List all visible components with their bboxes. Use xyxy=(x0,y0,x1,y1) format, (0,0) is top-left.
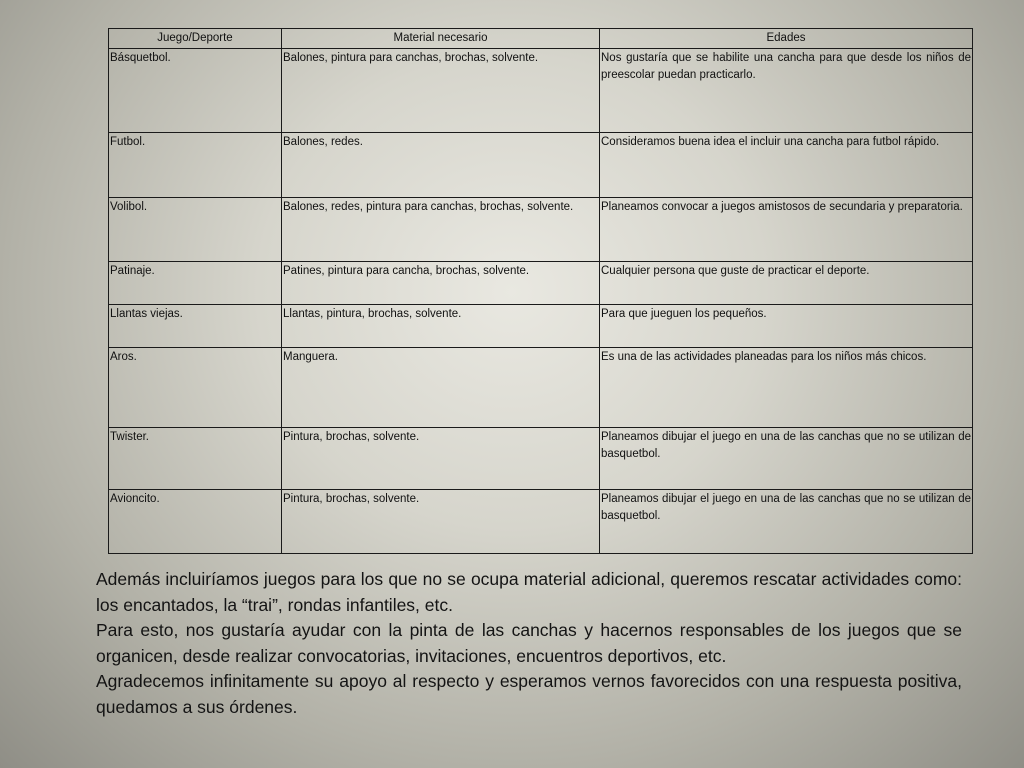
header-material: Material necesario xyxy=(282,29,600,49)
paragraph-additional-games: Además incluiríamos juegos para los que no se ocupa material adicional, queremos rescatar actividades como: los encantados, la “trai”, rondas infantiles, etc. xyxy=(96,569,962,615)
table-row xyxy=(109,133,973,198)
cell-edades: Planeamos dibujar el juego en una de las canchas que no se utilizan de basquetbol. xyxy=(600,490,973,554)
cell-edades: Planeamos convocar a juegos amistosos de secundaria y preparatoria. xyxy=(600,198,973,262)
cell-juego: Futbol. xyxy=(109,133,282,198)
table-row xyxy=(109,348,973,428)
table-row xyxy=(109,262,973,305)
table-row xyxy=(109,198,973,262)
header-juego: Juego/Deporte xyxy=(109,29,282,49)
cell-edades: Es una de las actividades planeadas para los niños más chicos. xyxy=(600,348,973,428)
cell-edades: Nos gustaría que se habilite una cancha para que desde los niños de preescolar puedan practicarlo. xyxy=(600,49,973,133)
paragraph-thanks: Agradecemos infinitamente su apoyo al respecto y esperamos vernos favorecidos con una respuesta positiva, quedamos a sus órdenes. xyxy=(96,671,962,717)
cell-material: Balones, pintura para canchas, brochas, solvente. xyxy=(282,49,600,133)
cell-juego: Aros. xyxy=(109,348,282,428)
cell-material: Balones, redes. xyxy=(282,133,600,198)
cell-material: Llantas, pintura, brochas, solvente. xyxy=(282,305,600,348)
cell-juego: Básquetbol. xyxy=(109,49,282,133)
cell-juego: Twister. xyxy=(109,428,282,490)
cell-edades: Para que jueguen los pequeños. xyxy=(600,305,973,348)
cell-material: Manguera. xyxy=(282,348,600,428)
table-row xyxy=(109,305,973,348)
table-row xyxy=(109,428,973,490)
activities-table xyxy=(108,28,973,554)
table-row xyxy=(109,490,973,554)
header-edades: Edades xyxy=(600,29,973,49)
cell-juego: Llantas viejas. xyxy=(109,305,282,348)
cell-material: Pintura, brochas, solvente. xyxy=(282,428,600,490)
cell-material: Patines, pintura para cancha, brochas, solvente. xyxy=(282,262,600,305)
cell-material: Pintura, brochas, solvente. xyxy=(282,490,600,554)
cell-juego: Patinaje. xyxy=(109,262,282,305)
cell-juego: Avioncito. xyxy=(109,490,282,554)
cell-material: Balones, redes, pintura para canchas, brochas, solvente. xyxy=(282,198,600,262)
cell-edades: Cualquier persona que guste de practicar el deporte. xyxy=(600,262,973,305)
cell-edades: Planeamos dibujar el juego en una de las canchas que no se utilizan de basquetbol. xyxy=(600,428,973,490)
table-row xyxy=(109,49,973,133)
table-header-row xyxy=(109,29,973,49)
paragraph-help-offer: Para esto, nos gustaría ayudar con la pinta de las canchas y hacernos responsables de los juegos que se organicen, desde realizar convocatorias, invitaciones, encuentros deportivos, etc. xyxy=(96,620,962,666)
cell-juego: Volibol. xyxy=(109,198,282,262)
body-text-block xyxy=(96,567,962,720)
cell-edades: Consideramos buena idea el incluir una cancha para futbol rápido. xyxy=(600,133,973,198)
